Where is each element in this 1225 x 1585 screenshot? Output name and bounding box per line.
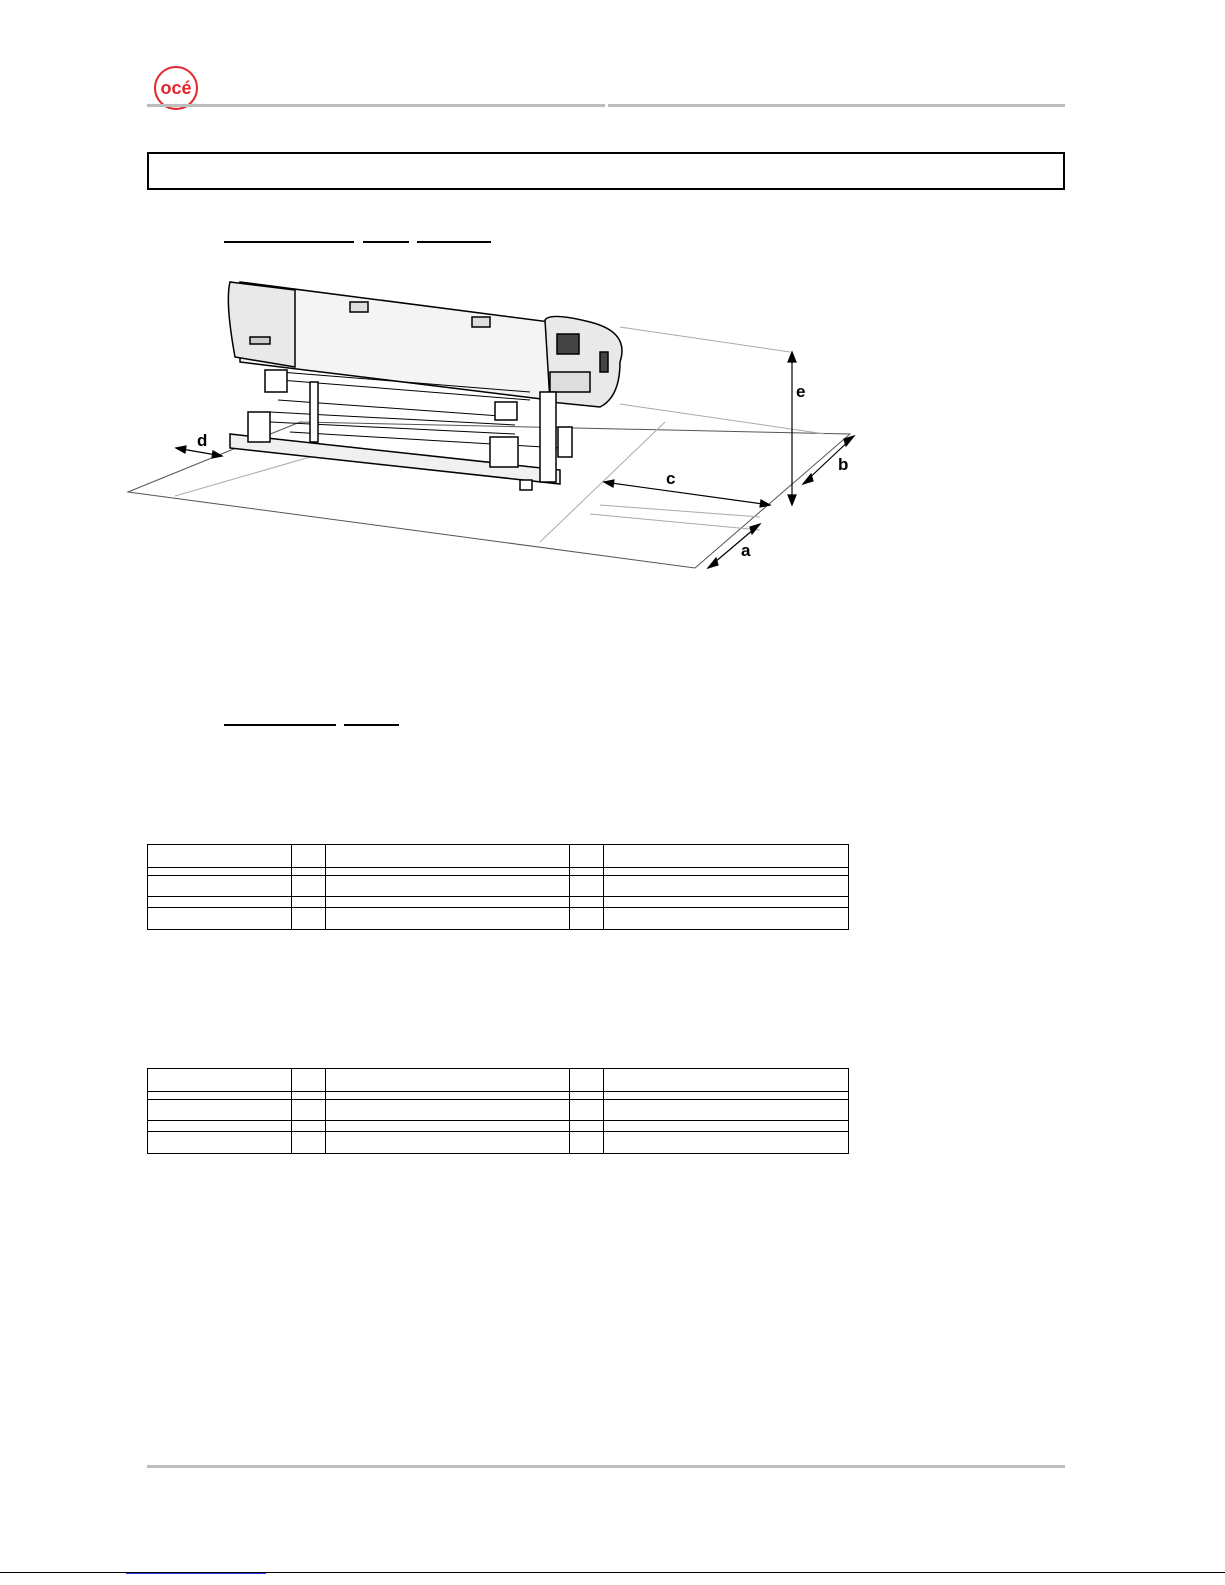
table-row xyxy=(148,897,849,908)
table-row xyxy=(148,1121,849,1132)
heading-2-bar-a xyxy=(224,724,336,726)
logo-text: océ xyxy=(160,78,192,98)
heading-1-bar-a xyxy=(224,241,354,243)
table-row xyxy=(148,1100,849,1121)
table-row xyxy=(148,1092,849,1100)
label-e: e xyxy=(796,382,806,401)
footer-rule xyxy=(147,1465,1065,1468)
header-rule-left xyxy=(147,104,605,107)
section-title-box xyxy=(147,152,1065,190)
label-b: b xyxy=(838,455,849,474)
heading-2-bar-b xyxy=(344,724,399,726)
header-rule-right xyxy=(608,104,1065,107)
table-row xyxy=(148,908,849,930)
table-row xyxy=(148,845,849,868)
heading-1-bar-b xyxy=(363,241,409,243)
label-d: d xyxy=(197,431,208,450)
table-row xyxy=(148,1069,849,1092)
label-a: a xyxy=(741,541,751,560)
spec-table-2 xyxy=(147,1068,849,1154)
table-row xyxy=(148,868,849,876)
table-row xyxy=(148,1132,849,1154)
label-c: c xyxy=(666,469,676,488)
spec-table-1 xyxy=(147,844,849,930)
table-row xyxy=(148,876,849,897)
footer-link-underline[interactable] xyxy=(126,1573,266,1575)
heading-1-bar-c xyxy=(417,241,491,243)
printer-footprint-diagram xyxy=(120,262,880,592)
